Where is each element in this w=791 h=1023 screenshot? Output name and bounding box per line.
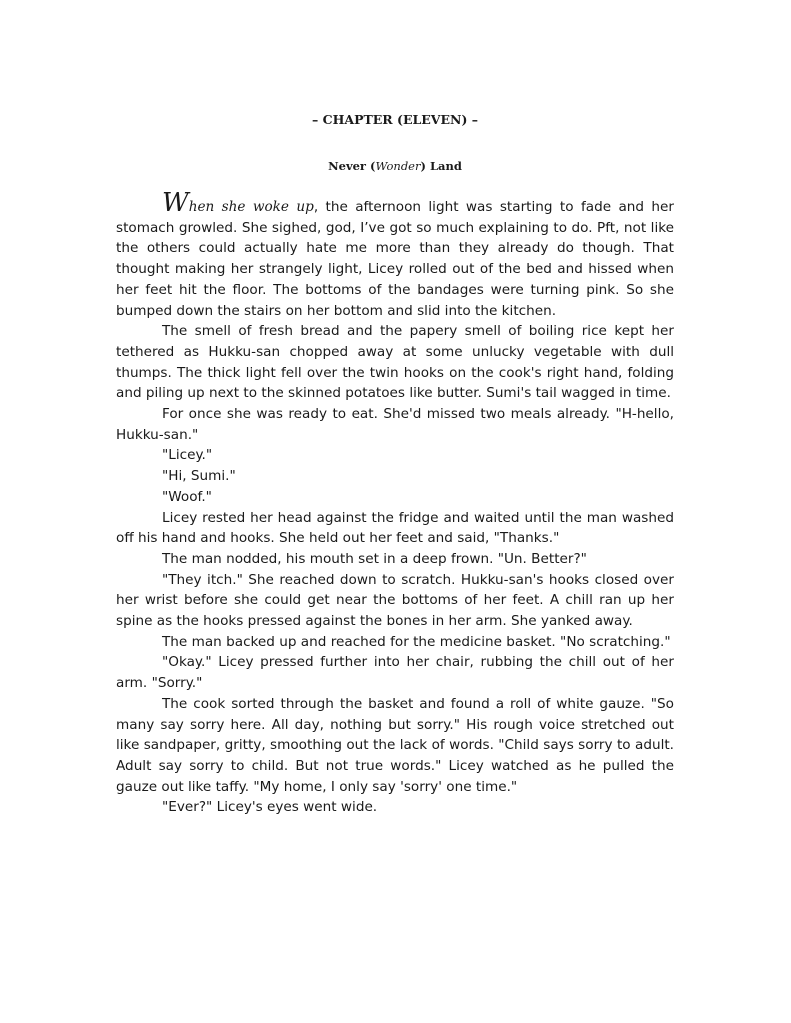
manuscript-page bbox=[116, 112, 674, 818]
chapter-subtitle-italic: Wonder bbox=[375, 159, 421, 173]
chapter-body bbox=[116, 188, 674, 818]
paragraph: "Okay." Licey pressed further into her chair, rubbing the chill out of her arm. "Sorry." bbox=[116, 654, 674, 692]
chapter-subtitle-pre: Never ( bbox=[328, 159, 376, 173]
chapter-heading: – CHAPTER (ELEVEN) – bbox=[312, 112, 478, 127]
paragraph-1-text: , the afternoon light was starting to fade and her stomach growled. She sighed, god, I’ve got so much explaining to do. Pft, not like the others could actually hate me more than they already do though. That thought making her strangely light, Licey rolled out of the bed and hissed when her feet hit the floor. The bottoms of the bandages were turning pink. So she bumped down the stairs on her bottom and slid into the kitchen. bbox=[116, 199, 674, 319]
paragraph: "Ever?" Licey's eyes went wide. bbox=[162, 799, 378, 816]
chapter-subtitle-post: ) Land bbox=[420, 159, 462, 173]
paragraph: "Woof." bbox=[162, 488, 212, 505]
paragraph: "They itch." She reached down to scratch. Hukku-san's hooks closed over her wrist before she could get near the bottoms of her feet. A chill ran up her spine as the hooks pressed against the bones in her arm. She yanked away. bbox=[116, 571, 674, 630]
paragraph: "Licey." bbox=[162, 447, 213, 464]
paragraph: For once she was ready to eat. She'd missed two meals already. "H-hello, Hukku-san." bbox=[116, 406, 674, 443]
opening-lead: hen she woke up bbox=[188, 199, 314, 215]
paragraph: "Hi, Sumi." bbox=[162, 468, 236, 485]
paragraph: The smell of fresh bread and the papery smell of boiling rice kept her tethered as Hukku-san chopped away at some unlucky vegetable with dull thumps. The thick light fell over the twin hooks on the cook's right hand, folding and piling up next to the skinned potatoes like butter. Sumi's tail wagged in time. bbox=[116, 323, 674, 402]
paragraph: The cook sorted through the basket and found a roll of white gauze. "So many say sorry here. All day, nothing but sorry." His rough voice stretched out like sandpaper, gritty, smoothing out the lack of words. "Child says sorry to adult. Adult say sorry to child. But not true words." Licey watched as he pulled the gauze out like taffy. "My home, I only say 'sorry' one time." bbox=[116, 695, 674, 795]
paragraph: The man backed up and reached for the medicine basket. "No scratching." bbox=[162, 633, 671, 650]
paragraph: Licey rested her head against the fridge and waited until the man washed off his hand and hooks. She held out her feet and said, "Thanks." bbox=[116, 509, 674, 547]
chapter-subtitle bbox=[116, 158, 674, 174]
paragraph-1 bbox=[116, 188, 674, 321]
drop-capital: W bbox=[162, 188, 189, 218]
paragraph: The man nodded, his mouth set in a deep frown. "Un. Better?" bbox=[162, 550, 587, 567]
